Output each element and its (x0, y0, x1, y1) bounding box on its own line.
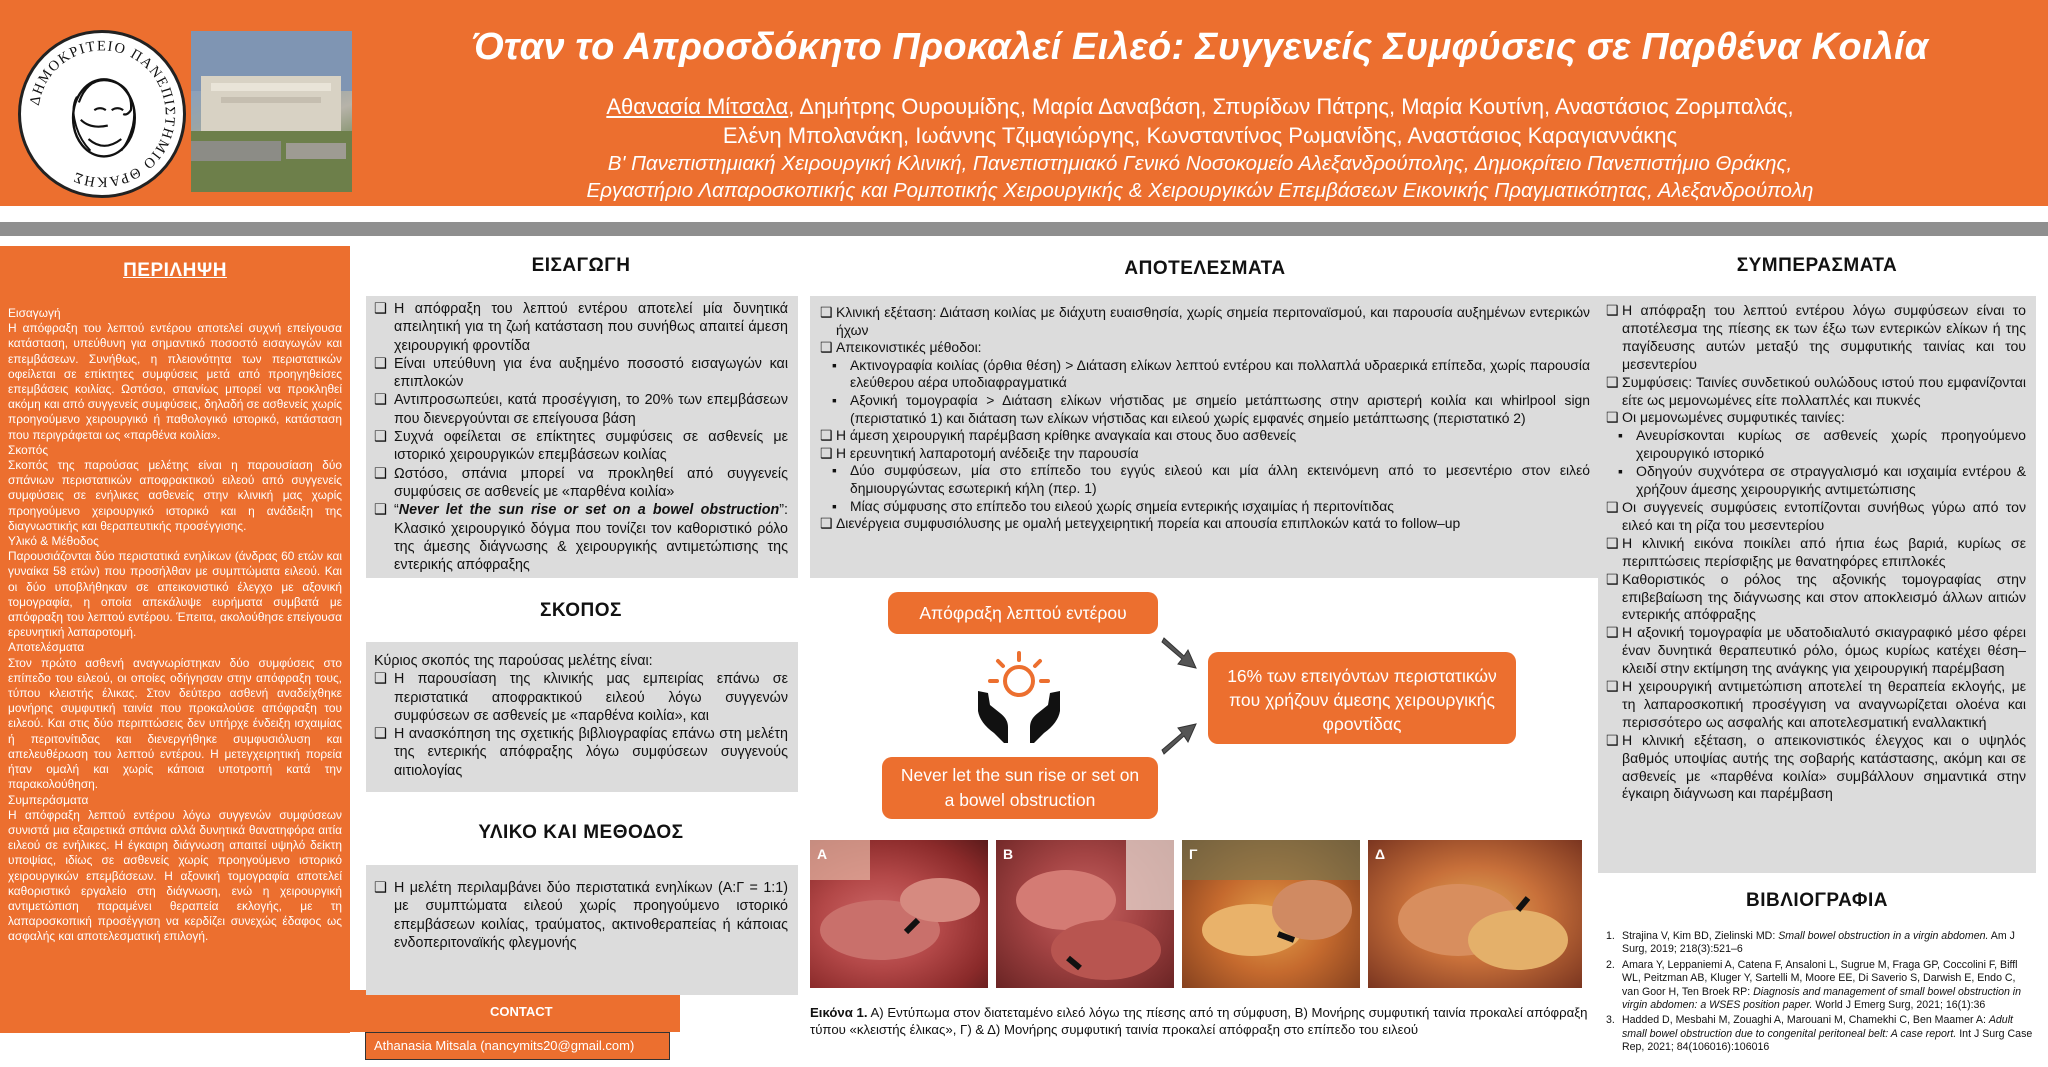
contact-title: CONTACT (490, 1004, 553, 1019)
conclusions-title: ΣΥΜΠΕΡΑΣΜΑΤΑ (1736, 255, 1898, 276)
aim-box (366, 642, 798, 792)
summary-conclusions-heading: Συμπεράσματα (8, 792, 89, 807)
list-item: ❑ Η ανασκόπηση της σχετικής βιβλιογραφίας επάνω στη μελέτη της εντερικής απόφραξης λόγω συμφύσεων συγγενούς αιτιολογίας (374, 726, 788, 779)
intro-title: ΕΙΣΑΓΩΓΗ (531, 255, 631, 276)
intro-box (366, 296, 798, 578)
list-item: ❑ Η αξονική τομογραφία με υδατοδιαλυτό σκιαγραφικό μέσο φέρει έναν δυνητικά θεραπευτικό ρόλο, όμως κυρίως κατέχει θέση–κλειδί στην εκτίμηση της ανάγκης για χειρουργική παρέμβαση (1606, 624, 2026, 677)
list-item: ❑ Η απόφραξη του λεπτού εντέρου αποτελεί μία δυνητικά απειλητική για τη ζωή κατάσταση που συνήθως απαιτεί άμεση χειρουργική φροντίδα (374, 301, 788, 354)
methods-box (366, 865, 798, 995)
summary-panel (0, 246, 350, 1033)
list-item: ▪ Οδηγούν συχνότερα σε στραγγαλισμό και ισχαιμία εντέρου & χρήζουν άμεσης χειρουργικής αντιμετώπισης (1618, 463, 2026, 498)
photo-label: Δ (1375, 846, 1386, 862)
reference-item: 2. Amara Y, Leppaniemi A, Catena F, Ansaloni L, Sugrue M, Fraga GP, Coccolini F, Biffl WL, Peitzman AB, Kluger Y, Sartelli M, Moore EE, Di Saverio S, Darwish E, Endo C, van Goor H, Ten Broek RP: Diagnosis and management of small bowel obstruction in virgin abdomen: a WSES position paper. World J Emerg Surg, 2021; 16(1):36 (1606, 958, 2022, 1012)
contact-bar (350, 990, 680, 1032)
list-item: ❑ Η παρουσίαση της κλινικής μας εμπειρίας επάνω σε περιστατικά αποφρακτικού ειλεού λόγω συγγενών συμφύσεων σε ασθενείς με «παρθένα κοιλία», και (374, 671, 788, 724)
list-item: ❑ Συχνά οφείλεται σε επίκτητες συμφύσεις σε ασθενείς με ιστορικό χειρουργικών επεμβάσεων κοιλίας (374, 429, 788, 464)
intro-quote: Never let the sun rise or set on a bowel obstruction (398, 502, 780, 519)
list-item: ❑ Διενέργεια συμφυσιόλυσης με ομαλή μετεγχειρητική πορεία και απουσία επιπλοκών κατά το follow–up (820, 515, 1461, 532)
contact-email[interactable]: Athanasia Mitsala (nancymits20@gmail.com) (365, 1032, 670, 1060)
list-item: ❑ Οι μεμονωμένες συμφυτικές ταινίες: (1606, 409, 1845, 426)
summary-results-text: Στον πρώτο ασθενή αναγνωρίστηκαν δύο συμφύσεις στο επίπεδο του ειλεού, οι οποίες οδήγησαν στην απόφραξη τους, τύπου κλειστής έλικας. Στον δεύτερο ασθενή αναδείχθηκε μονήρης συμφυτική ταινία που προκαλούσε απόφραξη του ειλεού. Και στις δύο περιπτώσεις δεν υπήρχε ένδειξη ισχαιμίας ή περιτονίτιδας και διενεργήθηκε συμφυσιόλυση και απελευθέρωση του λεπτού εντέρου. Η μετεγχειρητική πορεία ήταν ομαλή και χωρίς κάποια υποτροπή κατά την παρακολούθηση. (8, 655, 342, 792)
photo-label: Γ (1189, 846, 1198, 862)
summary-results-heading: Αποτελέσματα (8, 640, 85, 655)
authors-line-1: , Δημήτρης Ουρουμίδης, Μαρία Δαναβάση, Σπυρίδων Πάτρης, Μαρία Κουτίνη, Αναστάσιος Ζορμπαλάς, (788, 94, 1794, 119)
list-item: ❑ Καθοριστικός ο ρόλος της αξονικής τομογραφίας στην επιβεβαίωση της διάγνωσης και στον αποκλεισμό άλλων αιτιών εντερικής απόφραξης (1606, 570, 2026, 623)
logo-ring-text: ΔΗΜΟΚΡΙΤΕΙΟ ΠΑΝΕΠΙΣΤΗΜΙΟ ΘΡΑΚΗΣ (26, 38, 178, 190)
summary-methods-heading: Υλικό & Μέθοδος (8, 534, 99, 549)
list-item: ▪ Ακτινογραφία κοιλίας (όρθια θέση) > Διάταση ελίκων λεπτού εντέρου και πολλαπλά υδραερικά επίπεδα, χωρίς παρουσία ελεύθερου αέρα υποδιαφραγματικά (832, 356, 1590, 391)
list-item: ❑ “Never let the sun rise or set on a bowel obstruction”: Κλασικό χειρουργικό δόγμα που τονίζει τον καθοριστικό ρόλο της άμεσης διάγνωσης & χειρουργικής αντιμετώπισης της εντερικής απόφραξης (374, 502, 788, 574)
affiliation-line-2: Εργαστήριο Λαπαροσκοπικής και Ρομποτικής Χειρουργικής & Χειρουργικών Επεμβάσεων Εικονικής Πραγματικότητας, Αλεξανδρούπολη (586, 179, 1814, 202)
hospital-photo (191, 31, 352, 192)
list-item: ▪ Ανευρίσκονται κυρίως σε ασθενείς χωρίς προηγούμενο χειρουργικό ιστορικό (1618, 427, 2026, 462)
svg-text:ΔΗΜΟΚΡΙΤΕΙΟ ΠΑΝΕΠΙΣΤΗΜΙΟ ΘΡΑΚΗ (27, 38, 178, 189)
list-item: ❑ Απεικονιστικές μέθοδοι: (820, 339, 982, 356)
list-item: ❑ Η άμεση χειρουργική παρέμβαση κρίθηκε αναγκαία και στους δυο ασθενείς (820, 427, 1297, 444)
first-author[interactable]: Αθανασία Μίτσαλα (606, 94, 789, 119)
list-item: ❑ Ωστόσο, σπάνια μπορεί να προκληθεί από συγγενείς συμφύσεις σε ασθενείς με «παρθένα κοιλία» (374, 465, 788, 500)
poster-title: Όταν το Απροσδόκητο Προκαλεί Ειλεό: Συγγενείς Συμφύσεις σε Παρθένα Κοιλία (471, 26, 1929, 68)
list-item: ▪ Μίας σύμφυσης στο επίπεδο του ειλεού χωρίς σημεία εντερικής ισχαιμίας ή περιτονίτιδας (832, 497, 1394, 514)
poster-header (0, 0, 2048, 206)
photo-label: Β (1003, 846, 1014, 862)
diagram-box-obstruction: Απόφραξη λεπτού εντέρου (888, 592, 1158, 634)
reference-list (1606, 930, 2034, 1057)
list-item: ❑ Συμφύσεις: Ταινίες συνδετικού ουλώδους ιστού που εμφανίζονται είτε ως μεμονωμένες είτε πολλαπλές και πυκνές (1606, 373, 2026, 408)
reference-item: 3. Hadded D, Mesbahi M, Zouaghi A, Marouani M, Chamekhi C, Ben Maamer A: Adult small bowel obstruction due to congenital peritoneal belt: A case report. Int J Surg Case Rep, 2021; 84(106016):106016 (1606, 1014, 2033, 1054)
conclusions-box (1598, 296, 2036, 873)
gray-divider (0, 222, 2048, 236)
summary-title: ΠΕΡΙΛΗΨΗ (123, 260, 227, 281)
list-item: ❑ Η απόφραξη του λεπτού εντέρου λόγω συμφύσεων είναι το αποτέλεσμα της πίεσης εκ των έξω των εντερικών ελίκων ή της παγίδευσης αυτών μεταξύ της συμφυτικής ταινίας και του μεσεντερίου (1606, 302, 2026, 372)
list-item: ❑ Οι συγγενείς συμφύσεις εντοπίζονται συνήθως γύρω από τον ειλεό και τη ρίζα του μεσεντερίου (1606, 498, 2026, 533)
arrow-up-right-icon (1158, 718, 1204, 764)
summary-conclusions-text: Η απόφραξη λεπτού εντέρου λόγω συγγενών συμφύσεων συνιστά μια εξαιρετικά σπάνια αλλά δυνητικά θανατηφόρα αιτία ειλεού σε ενήλικες. Η έγκαιρη διάγνωση απαιτεί υψηλό δείκτη υποψίας, ιδίως σε ασθενείς χωρίς προηγούμενο ιστορικό χειρουργικών επεμβάσεων. Η αξονική τομογραφία αποτελεί καθοριστικό εργαλείο στη διάγνωση, ενώ η χειρουργική αντιμετώπιση παραμένει θεραπεία εκλογής, με τη λαπαροσκοπική προσέγγιση να κερδίζει συνεχώς έδαφος ως ασφαλής και αποτελεσματική επιλογή. (8, 807, 342, 944)
references-title: ΒΙΒΛΙΟΓΡΑΦΙΑ (1746, 890, 1888, 911)
university-logo (18, 30, 186, 198)
author-list (370, 92, 2030, 150)
header-separator (0, 206, 2048, 218)
authors-line-2: Ελένη Μπολανάκη, Ιωάννης Τζιμαγιώργης, Κωνσταντίνος Ρωμανίδης, Αναστάσιος Καραγιαννάκης (722, 123, 1678, 148)
summary-intro-text: Η απόφραξη του λεπτού εντέρου αποτελεί συχνή επείγουσα κατάσταση, υπεύθυνη για σημαντικό ποσοστό εισαγωγών και επεμβάσεων. Συνήθως, η πλειονότητα των περιστατικών οφείλεται σε επίκτητες συμφύσεις μετά από προηγηθείσες επεμβάσεις κοιλίας. Ωστόσο, σπανίως μπορεί να προκληθεί ακόμη και από συγγενείς συμφύσεις, δηλαδή σε ασθενείς χωρίς προηγούμενο χειρουργικό ή παθολογικό ιστορικό, κατάσταση που περιγράφεται ως «παρθένα κοιλία». (8, 321, 342, 442)
list-item: ▪ Αξονική τομογραφία > Διάταση ελίκων νήστιδας με σημείο μετάπτωσης στην αριστερή κοιλία και whirlpool sign (περιστατικό 1) και διάταση των ελίκων νήστιδας και ειλεού χωρίς εμφανές σημείο μετάπτωσης (περιστατικό 2) (832, 391, 1590, 426)
list-item: ❑ Η χειρουργική αντιμετώπιση αποτελεί τη θεραπεία εκλογής, με τη λαπαροσκοπική προσέγγιση να αναγνωρίζεται ολοένα και περισσότερο ως ασφαλής και αποτελεσματική εναλλακτική (1606, 678, 2026, 730)
affiliation-line-1: Β' Πανεπιστημιακή Χειρουργική Κλινική, Πανεπιστημιακό Γενικό Νοσοκομείο Αλεξανδρούπολης, Δημοκρίτειο Πανεπιστήμιο Θράκης, (607, 152, 1793, 175)
list-item: ❑ Κλινική εξέταση: Διάταση κοιλίας με διάχυτη ευαισθησία, χωρίς σημεία περιτοναϊσμού, και παρουσία αυξημένων εντερικών ήχων (820, 304, 1590, 338)
results-title: ΑΠΟΤΕΛΕΣΜΑΤΑ (1124, 258, 1286, 279)
sun-in-hands-icon (974, 647, 1064, 747)
list-item: ❑ Η κλινική εικόνα ποικίλει από ήπια έως βαριά, κυρίως σε περιπτώσεις περίσφιξης με θανατηφόρες επιπλοκές (1606, 534, 2026, 569)
summary-aim-heading: Σκοπός (8, 442, 49, 457)
list-item: ❑ Η κλινική εξέταση, ο απεικονιστικός έλεγχος και ο υψηλός βαθμός υποψίας αυτής της σοβαρής κατάστασης, ακόμη και σε ασθενείς με «παρθένα κοιλία» συμβάλλουν σημαντικά στην έγκαιρη διάγνωση και παρέμβαση (1606, 731, 2026, 802)
summary-aim-text: Σκοπός της παρούσας μελέτης είναι η παρουσίαση δύο σπάνιων περιστατικών αποφρακτικού ειλεού από συγγενείς συμφύσεις σε ενήλικες ασθενείς στην κλινική μας χωρίς προηγούμενο χειρουργικό ιστορικό και η ανάδειξη της διαγνωστικής και θεραπευτικής προσέγγισης. (8, 458, 342, 533)
aim-title: ΣΚΟΠΟΣ (540, 600, 622, 621)
summary-body (8, 306, 342, 945)
list-item: ❑ Η ερευνητική λαπαροτομή ανέδειξε την παρουσία (820, 444, 1139, 461)
surgical-photo-c (1182, 840, 1360, 988)
reference-item: 1. Strajina V, Kim BD, Zielinski MD: Small bowel obstruction in a virgin abdomen. Am J Surg, 2019; 218(3):521–6 (1606, 930, 2015, 956)
aim-lead: Κύριος σκοπός της παρούσας μελέτης είναι: (374, 653, 653, 669)
photo-label: Α (817, 846, 828, 862)
arrow-down-right-icon (1158, 628, 1204, 674)
surgical-photo-d (1368, 840, 1582, 988)
surgical-photo-a (810, 840, 988, 988)
surgical-photo-b (996, 840, 1174, 988)
methods-title: ΥΛΙΚΟ ΚΑΙ ΜΕΘΟΔΟΣ (478, 822, 684, 843)
figure-caption: Εικόνα 1. Α) Εντύπωμα στον διατεταμένο ειλεό λόγω της πίεσης από τη σύμφυση, Β) Μονήρης συμφυτική ταινία προκαλεί απόφραξη τύπου «κλειστής έλικας», Γ) & Δ) Μονήρης συμφυτική ταινία προκαλεί απόφραξη στο επίπεδο του ειλεού (810, 1005, 1588, 1037)
list-item: ❑ Είναι υπεύθυνη για ένα αυξημένο ποσοστό εισαγωγών και επιπλοκών (374, 355, 788, 391)
results-box (810, 296, 1600, 578)
diagram-box-quote: Never let the sun rise or set on a bowel obstruction (882, 757, 1158, 819)
list-item: ▪ Δύο συμφύσεων, μία στο επίπεδο του εγγύς ειλεού και μία άλλη εκτεινόμενη από το μεσεντέριο στον ειλεό δημιουργώντας εσωτερική κήλη (περ. 1) (832, 462, 1590, 496)
list-item: ❑ Η μελέτη περιλαμβάνει δύο περιστατικά ενηλίκων (Α:Γ = 1:1) με συμπτώματα ειλεού χωρίς προηγούμενο ιστορικό επεμβάσεων κοιλίας, τραύματος, ακτινοθεραπείας ή κάποιας ενδοπεριτοναϊκής φλεγμονής (374, 880, 788, 951)
list-item: ❑ Αντιπροσωπεύει, κατά προσέγγιση, το 20% των επεμβάσεων που διενεργούνται σε επείγουσα βάση (374, 392, 788, 427)
affiliation (370, 150, 2030, 204)
summary-intro-heading: Εισαγωγή (8, 306, 61, 320)
diagram-box-statistic: 16% των επειγόντων περιστατικών που χρήζουν άμεσης χειρουργικής φροντίδας (1208, 652, 1516, 744)
summary-methods-text: Παρουσιάζονται δύο περιστατικά ενηλίκων (άνδρας 60 ετών και γυναίκα 58 ετών) που προσήλθαν με συμπτώματα ειλεού. Και οι δύο υποβλήθηκαν σε απεικονιστικό έλεγχο με αξονική τομογραφία, η οποία απεκάλυψε ευρήματα συμβατά με απόφραξη του λεπτού εντέρου. Έπειτα, ακολούθησε επείγουσα ερευνητική λαπαροτομή. (8, 549, 342, 640)
